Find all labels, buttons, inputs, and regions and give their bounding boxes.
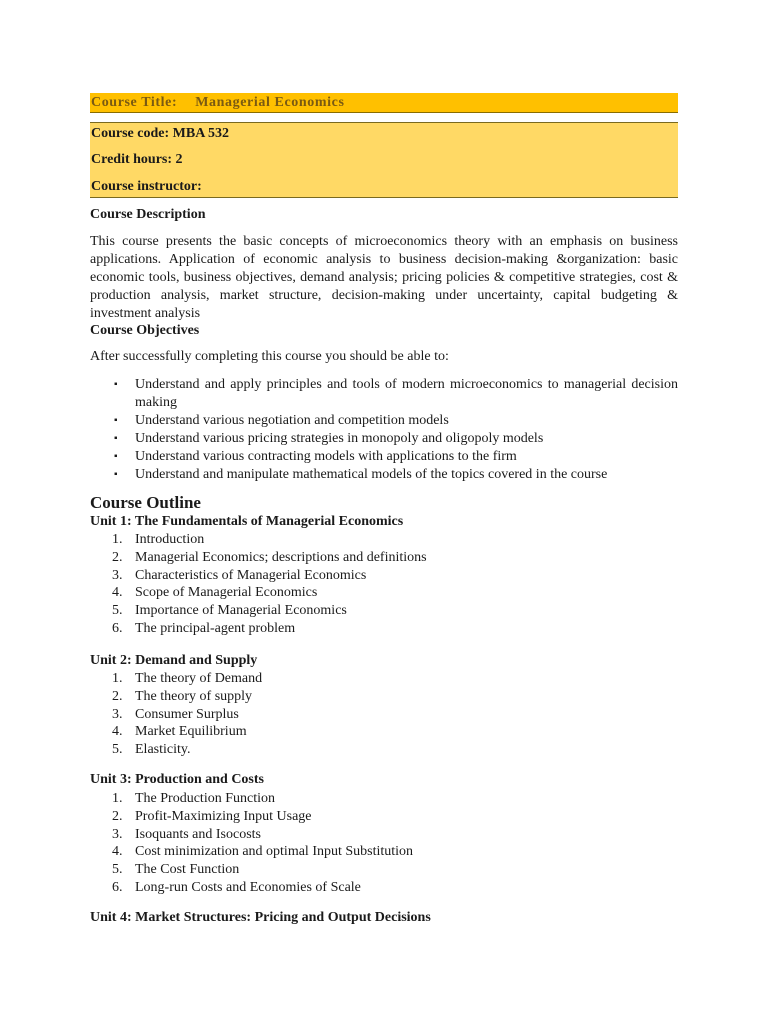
objective-item xyxy=(90,412,678,430)
item-text: Managerial Economics; descriptions and definitions xyxy=(135,549,427,565)
item-text: Isoquants and Isocosts xyxy=(135,826,261,842)
unit-1-list xyxy=(90,531,427,638)
item-number: 6. xyxy=(112,879,123,895)
description-heading: Course Description xyxy=(90,207,206,222)
objective-text: Understand various pricing strategies in monopoly and oligopoly models xyxy=(135,431,544,446)
course-title xyxy=(91,95,345,111)
item-number: 2. xyxy=(112,549,123,565)
item-text: Long-run Costs and Economies of Scale xyxy=(135,879,361,895)
item-text: Consumer Surplus xyxy=(135,706,239,722)
outline-item xyxy=(90,688,262,706)
objective-text: Understand and apply principles and tools of modern microeconomics to managerial decision making xyxy=(135,377,678,410)
outline-item xyxy=(90,808,413,826)
unit-1-title: Unit 1: The Fundamentals of Managerial Economics xyxy=(90,514,404,529)
unit-4-title: Unit 4: Market Structures: Pricing and Output Decisions xyxy=(90,910,431,925)
objective-item xyxy=(90,448,678,466)
outline-item xyxy=(90,602,427,620)
item-number: 6. xyxy=(112,620,123,636)
objective-text: Understand and manipulate mathematical models of the topics covered in the course xyxy=(135,467,608,482)
outline-item xyxy=(90,879,413,897)
objective-item xyxy=(90,466,678,484)
bullet-mark: ▪ xyxy=(114,451,118,462)
objectives-heading: Course Objectives xyxy=(90,323,200,338)
outline-item xyxy=(90,670,262,688)
item-text: Importance of Managerial Economics xyxy=(135,603,347,619)
description-text: This course presents the basic concepts of microeconomics theory with an emphasis on business applications. Application of economic analysis to business decision-making &organization: basic economic tools, business objectives, demand analysis; pricing policies & competitive strategies, cost & production analysis, market structure, decision-making under uncertainty, capital budgeting & investment analysis xyxy=(90,234,678,321)
item-number: 2. xyxy=(112,808,123,824)
item-text: Scope of Managerial Economics xyxy=(135,585,318,601)
outline-item xyxy=(90,843,413,861)
item-number: 3. xyxy=(112,826,123,842)
item-text: The principal-agent problem xyxy=(135,620,296,636)
outline-item xyxy=(90,549,427,567)
objectives-list xyxy=(90,376,678,484)
bullet-mark: ▪ xyxy=(114,379,118,390)
outline-item xyxy=(90,531,427,549)
item-text: Characteristics of Managerial Economics xyxy=(135,567,367,583)
objective-item xyxy=(90,376,678,412)
bullet-mark: ▪ xyxy=(114,433,118,444)
item-number: 1. xyxy=(112,671,123,686)
item-number: 3. xyxy=(112,706,123,722)
course-info-box xyxy=(90,122,678,198)
credit-hours: Credit hours: 2 xyxy=(91,152,183,167)
outline-item xyxy=(90,861,413,879)
item-number: 1. xyxy=(112,791,123,806)
item-number: 5. xyxy=(112,603,123,619)
item-text: Market Equilibrium xyxy=(135,724,247,740)
course-code: Course code: MBA 532 xyxy=(91,126,230,141)
item-number: 5. xyxy=(112,862,123,878)
unit-3-title: Unit 3: Production and Costs xyxy=(90,772,264,787)
outline-item xyxy=(90,567,427,585)
bullet-mark: ▪ xyxy=(114,469,118,480)
unit-2-list xyxy=(90,670,262,759)
course-title-bar xyxy=(90,93,678,113)
outline-item xyxy=(90,706,262,724)
item-number: 4. xyxy=(112,724,123,740)
item-text: Elasticity. xyxy=(135,742,191,758)
item-text: Profit-Maximizing Input Usage xyxy=(135,808,312,824)
outline-item xyxy=(90,826,413,844)
item-number: 2. xyxy=(112,688,123,704)
item-number: 4. xyxy=(112,844,123,860)
outline-heading: Course Outline xyxy=(90,493,201,512)
objectives-intro: After successfully completing this course you should be able to: xyxy=(90,349,449,364)
course-title-value: Managerial Economics xyxy=(195,95,345,110)
item-number: 1. xyxy=(112,532,123,547)
bullet-mark: ▪ xyxy=(114,415,118,426)
item-text: The theory of supply xyxy=(135,688,253,704)
item-text: The Production Function xyxy=(135,791,275,806)
objective-text: Understand various negotiation and competition models xyxy=(135,413,449,428)
outline-item xyxy=(90,723,262,741)
item-text: The Cost Function xyxy=(135,862,240,878)
item-text: Cost minimization and optimal Input Substitution xyxy=(135,844,414,860)
item-text: Introduction xyxy=(135,532,205,547)
item-number: 4. xyxy=(112,585,123,601)
outline-item xyxy=(90,584,427,602)
unit-2-title: Unit 2: Demand and Supply xyxy=(90,653,258,668)
course-title-label: Course Title: xyxy=(91,95,178,110)
objective-text: Understand various contracting models with applications to the firm xyxy=(135,449,517,464)
objective-item xyxy=(90,430,678,448)
unit-3-list xyxy=(90,790,413,897)
outline-item xyxy=(90,790,413,808)
outline-item xyxy=(90,620,427,638)
outline-item xyxy=(90,741,262,759)
item-text: The theory of Demand xyxy=(135,671,263,686)
item-number: 5. xyxy=(112,742,123,758)
item-number: 3. xyxy=(112,567,123,583)
course-instructor: Course instructor: xyxy=(91,179,202,194)
